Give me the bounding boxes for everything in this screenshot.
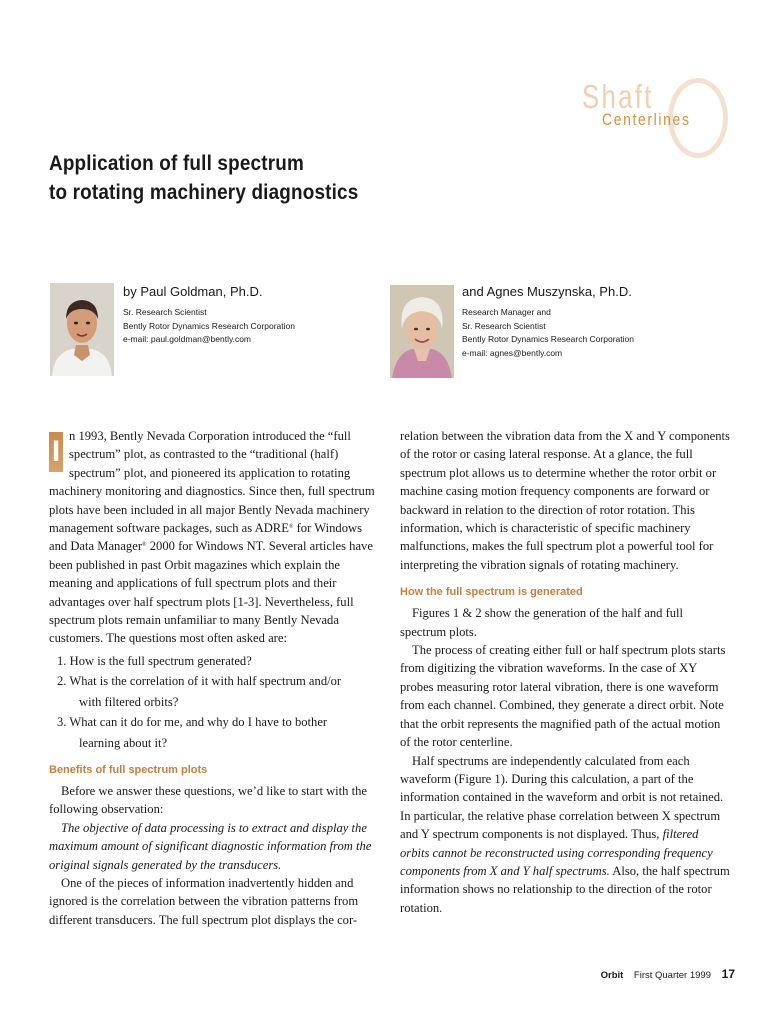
author-name: and Agnes Muszynska, Ph.D. — [462, 284, 632, 299]
author-name: by Paul Goldman, Ph.D. — [123, 284, 263, 299]
affiliation-line: Bently Rotor Dynamics Research Corporation — [462, 334, 634, 344]
affiliation-line: Research Manager and — [462, 307, 551, 317]
body-column-left — [49, 427, 379, 929]
paragraph: Before we answer these questions, we’d like to start with the following observation: — [49, 783, 368, 817]
paragraph: Figures 1 & 2 show the generation of the half and full spectrum plots. — [400, 606, 684, 639]
affiliation-line: e-mail: paul.goldman@bently.com — [123, 334, 252, 344]
section-logo-shaft: Shaft — [582, 78, 654, 115]
page-footer — [560, 966, 735, 982]
section-logo-centerlines: Centerlines — [602, 110, 691, 129]
title-line: Application of full spectrum — [49, 152, 304, 175]
intro-paragraph — [49, 427, 379, 648]
paragraph: The process of creating either full or half spectrum plots starts from digitizing the vibration waveforms. In the case of XY probes measuring rotor lateral vibration, there is one waveform from each channel. Combined, they generate a direct orbit. Note that the orbit represents the magnified path of the actual motion of the rotor centerline. — [400, 643, 726, 750]
registered-mark: ® — [142, 542, 147, 549]
intro-mid: for Windows and Data Manager — [49, 521, 362, 554]
section-heading: Benefits of full spectrum plots — [49, 763, 208, 776]
publication-name: Orbit — [600, 970, 624, 981]
paragraph: One of the pieces of information inadvertently hidden and ignored is the correlation between the vibration patterns from different transducers. The full spectrum plot displays the cor- — [49, 875, 359, 927]
text-run: Half spectrums are independently calculated from each waveform (Figure 1). During this calculation, a part of the information contained in the waveform and orbit is not retained. In particular, the relative phase correlation between X spectrum and Y spectrum components is not displayed. Thus, — [400, 753, 724, 842]
body-column-right — [400, 427, 730, 917]
page-number: 17 — [721, 967, 735, 981]
list-item: 1. How is the full spectrum generated? — [57, 653, 252, 668]
title-line: to rotating machinery diagnostics — [49, 181, 359, 204]
list-item-continuation: with filtered orbits? — [79, 694, 179, 709]
section-heading: How the full spectrum is generated — [400, 586, 583, 599]
affiliation-line: e-mail: agnes@bently.com — [462, 347, 563, 358]
author-affiliation — [123, 306, 295, 347]
affiliation-line: Bently Rotor Dynamics Research Corporation — [123, 320, 295, 331]
issue-date: First Quarter 1999 — [633, 970, 711, 981]
paragraph: relation between the vibration data from the X and Y components of the rotor or casing lateral response. At a glance, the full spectrum plot allows us to determine whether the rotor orbit or machine casing motion frequency components are forward or backward in relation to the direction of rotor rotation. This information, which is characteristic of specific machinery malfunctions, makes the full spectrum plot a powerful tool for interpreting the vibration signals of rotating machinery. — [400, 429, 730, 572]
affiliation-line: Sr. Research Scientist — [462, 320, 546, 331]
author-photo-paul-goldman — [50, 283, 114, 376]
list-item: 2. What is the correlation of it with half spectrum and/or — [57, 674, 342, 689]
registered-mark: ® — [288, 524, 294, 531]
author-photo-agnes-muszynska — [390, 285, 454, 378]
question-list — [57, 652, 379, 752]
list-item: 3. What can it do for me, and why do I have to bother — [57, 715, 328, 730]
emphasis-text: filtered orbits cannot be reconstructed using corresponding frequency components from X and Y half spectrums. — [400, 827, 713, 878]
intro-text — [49, 427, 379, 648]
paragraph — [400, 752, 730, 918]
intro-lead: n 1993, Bently Nevada Corporation introduced the “full spectrum” plot, as contrasted to the “traditional (half) spectrum” plot, and pioneered its application to rotating machinery monitoring and diagnostics. Since then, full spectrum plots have been included in all major Bently Nevada machinery management software packages, such as ADRE — [49, 429, 375, 536]
intro-tail: 2000 for Windows NT. Several articles have been published in past Orbit magazines which explain the meaning and applications of full spectrum plots and their advantages over half spectrum plots [1-3]. Nevertheless, full spectrum plots remain unfamiliar to many Bently Nevada customers. The questions most often asked are: — [49, 539, 373, 646]
list-item-continuation: learning about it? — [79, 735, 168, 750]
author-affiliation — [462, 306, 634, 360]
article-title — [49, 149, 427, 207]
affiliation-line: Sr. Research Scientist — [123, 307, 207, 317]
quote-paragraph: The objective of data processing is to extract and display the maximum amount of significant diagnostic information from the original signals generated by the transducers. — [49, 820, 372, 872]
text-run: Also, the half spectrum information shows no relationship to the direction of the rotor rotation. — [400, 863, 730, 915]
dropcap-letter: I — [51, 435, 61, 468]
